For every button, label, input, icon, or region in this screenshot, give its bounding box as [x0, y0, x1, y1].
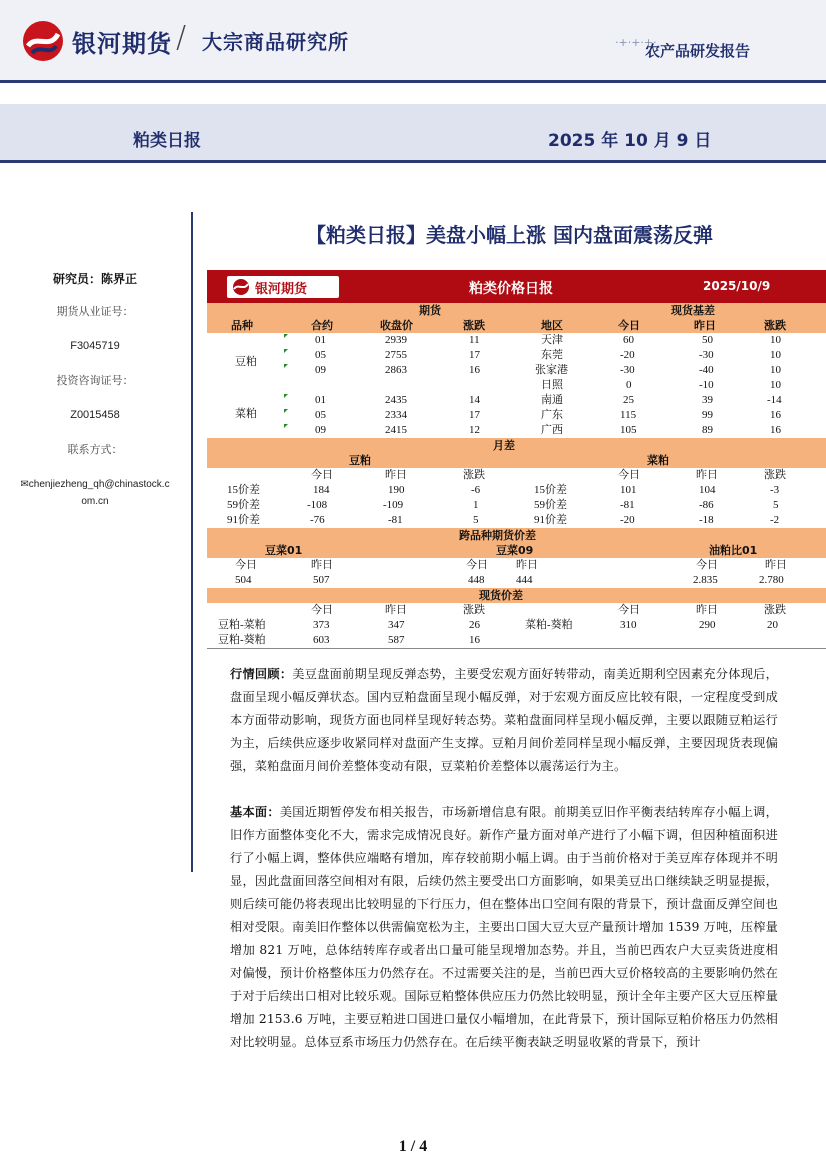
- cell-close: 2863: [385, 364, 407, 376]
- table-bottom-rule: [207, 648, 826, 649]
- cell-value: 444: [516, 574, 533, 586]
- cell-region: 广东: [541, 409, 563, 421]
- cell-label: 91价差: [227, 514, 260, 526]
- cross-col-row: [207, 558, 826, 573]
- cell-yesterday: 50: [702, 334, 713, 346]
- col-yesterday: 昨日: [385, 604, 407, 616]
- cell-label: 豆粕-菜粕: [218, 619, 266, 631]
- cell-change: 1: [473, 499, 479, 511]
- cell-yesterday: -81: [388, 514, 403, 526]
- cell-yesterday: 104: [699, 484, 716, 496]
- cell-today: 310: [620, 619, 637, 631]
- cell-today: -81: [620, 499, 635, 511]
- license-number: F3045719: [70, 340, 120, 352]
- table-row: [207, 498, 826, 513]
- report-name: 粕类日报: [133, 131, 201, 151]
- cell-today: -108: [307, 499, 328, 511]
- cell-value: 2.835: [693, 574, 718, 586]
- cell-today: -20: [620, 349, 635, 361]
- cell-contract: 05: [315, 409, 326, 421]
- cell-change: 17: [469, 349, 480, 361]
- col-today: 今日: [618, 319, 640, 332]
- col-change: 涨跌: [463, 604, 485, 616]
- cell-today: 603: [313, 634, 330, 646]
- section-spot-basis: 现货基差: [671, 304, 715, 317]
- cell-change: 12: [469, 424, 480, 436]
- table-row: [207, 393, 826, 408]
- section-cross: 跨品种期货价差: [459, 529, 536, 542]
- report-type: 农产品研发报告: [645, 42, 751, 60]
- brand-name: 银河期货: [72, 30, 172, 58]
- table-row: [207, 348, 826, 363]
- cell-yesterday: 190: [388, 484, 405, 496]
- cell-close: 2435: [385, 394, 407, 406]
- cell-change: 16: [469, 364, 480, 376]
- cell-yesterday: -30: [699, 349, 714, 361]
- cell-today: 373: [313, 619, 330, 631]
- cross-names-row: [207, 543, 826, 558]
- table-row: [207, 618, 826, 633]
- cell-change: 11: [469, 334, 480, 346]
- galaxy-logo-icon: [22, 20, 64, 62]
- email-line-1[interactable]: ✉chenjiezheng_qh@chinastock.c: [20, 479, 170, 490]
- section-spot-spread-row: [207, 588, 826, 603]
- license-label: 期货从业证号：: [56, 305, 134, 318]
- section-month-spread: 月差: [493, 439, 515, 452]
- col-change: 涨跌: [764, 604, 786, 616]
- consult-label: 投资咨询证号：: [56, 374, 134, 387]
- cell-close: 2334: [385, 409, 407, 421]
- cell-yesterday: -18: [699, 514, 714, 526]
- cell-change: 14: [469, 394, 480, 406]
- month-spread-col-row: [207, 468, 826, 483]
- table-row: [207, 408, 826, 423]
- para1-text: 美豆盘面前期呈现反弹态势，主要受宏观方面好转带动，南美近期利空因素充分体现后，盘面呈现小幅反弹状态。国内豆粕盘面呈现小幅反弹，对于宏观方面反应比较有限，一定程度受到成本方面带动影响，现货方面也同样呈现好转态势。菜粕盘面同样呈现小幅反弹，主要以跟随豆粕运行为主，后续供应逐步收紧同样对盘面产生支撑。豆粕月间价差同样呈现小幅反弹，主要因现货表现偏强，菜粕盘面月间价差整体变动有限，豆菜粕价差整体以震荡运行为主。: [230, 667, 778, 773]
- cell-yesterday: 347: [388, 619, 405, 631]
- cell-change: -6: [471, 484, 481, 496]
- table-row: [207, 363, 826, 378]
- col-yesterday: 昨日: [765, 559, 787, 571]
- sidebar-divider: [191, 212, 193, 872]
- cell-close: 2755: [385, 349, 407, 361]
- cell-label: 豆粕-葵粕: [218, 634, 266, 646]
- col-yesterday: 昨日: [696, 604, 718, 616]
- cell-yesterday: 290: [699, 619, 716, 631]
- meal-rape-label: 菜粕: [235, 407, 257, 420]
- cell-value: 448: [468, 574, 485, 586]
- table-title: 粕类价格日报: [469, 281, 553, 297]
- col-change: 涨跌: [463, 319, 485, 332]
- para2-text: 美国近期暂停发布相关报告，市场新增信息有限。前期美豆旧作平衡表结转库存小幅上调，旧作方面整体变化不大，需求完成情况良好。新作产量方面对单产进行了小幅下调，但因种植面积进行了小幅上调，整体供应端略有增加，库存较前期小幅上调。由于当前价格对于美豆库存体现并不明显，因此盘面回落空间相对有限，后续仍然主要受出口方面影响，如果美豆出口继续缺乏明显提振，则后续可能仍将表现出比较明显的下行压力，但在整体出口空间有限的背景下，预计盘面反弹空间也相对受限。南美旧作整体以供需偏宽松为主，主要出口国大豆大豆产量预计增加 1539 万吨，压榨量增加 821 万吨，总体结转库存或者出口量可能呈现增加态势。并且，当前巴西农户大豆卖货进度相对偏慢，预计价格整体压力仍然存在。不过需要关注的是，当前巴西大豆价格较高的主要影响仍然在于对于后续出口相对比较乐观。国际豆粕整体供应压力仍然比较明显，预计全年主要产区大豆压榨量增加 2153.6 万吨，主要豆粕进口国进口量仅小幅增加，在此背景下，预计国际豆粕价格压力仍然相对比较明显。总体豆系市场压力仍然存在。在后续平衡表缺乏明显收紧的背景下，预计: [230, 805, 778, 1049]
- month-spread-meal-row: [207, 453, 826, 468]
- cell-yesterday: -40: [699, 364, 714, 376]
- cell-region: 广西: [541, 424, 563, 436]
- cell-region: 张家港: [535, 364, 568, 376]
- meal-soy-label: 豆粕: [235, 355, 257, 368]
- cell-basis-change: 16: [770, 409, 781, 421]
- cell-contract: 09: [315, 364, 326, 376]
- header-separator: /: [176, 20, 187, 55]
- cell-yesterday: 587: [388, 634, 405, 646]
- ms-soy-label: 豆粕: [349, 454, 371, 467]
- cell-close: 2415: [385, 424, 407, 436]
- header-rule: [0, 80, 826, 83]
- col-today: 今日: [311, 469, 333, 481]
- cell-contract: 01: [315, 334, 326, 346]
- col-yesterday: 昨日: [696, 469, 718, 481]
- cell-change: 26: [469, 619, 480, 631]
- cell-basis-change: 10: [770, 349, 781, 361]
- cell-basis-change: 10: [770, 334, 781, 346]
- para2-lead: 基本面：: [230, 805, 280, 819]
- cell-change: 16: [469, 634, 480, 646]
- header-decoration: ·+·+·+·: [615, 36, 657, 49]
- cell-change: 5: [773, 499, 779, 511]
- cell-basis-change: 10: [770, 379, 781, 391]
- cell-today: 101: [620, 484, 637, 496]
- cell-contract: 09: [315, 424, 326, 436]
- col-close: 收盘价: [380, 319, 413, 332]
- table-row: [207, 573, 826, 588]
- cell-region: 南通: [541, 394, 563, 406]
- institute-name: 大宗商品研究所: [202, 30, 349, 54]
- contact-label: 联系方式：: [67, 443, 123, 456]
- col-basis-change: 涨跌: [764, 319, 786, 332]
- cell-value: 507: [313, 574, 330, 586]
- col-today: 今日: [311, 604, 333, 616]
- futures-body: [207, 333, 826, 438]
- col-yesterday: 昨日: [385, 469, 407, 481]
- table-logo: [227, 276, 339, 298]
- col-today: 今日: [466, 559, 488, 571]
- col-region: 地区: [541, 319, 563, 332]
- col-change: 涨跌: [764, 469, 786, 481]
- para1-lead: 行情回顾：: [230, 667, 293, 681]
- article-title: 【粕类日报】美盘小幅上涨 国内盘面震荡反弹: [306, 223, 713, 247]
- price-table: [207, 270, 826, 649]
- cell-region: 东莞: [541, 349, 563, 361]
- cell-basis-change: 16: [770, 424, 781, 436]
- cell-today: 0: [626, 379, 632, 391]
- col-today: 今日: [235, 559, 257, 571]
- cell-change: 5: [473, 514, 479, 526]
- cell-today: 25: [623, 394, 634, 406]
- cell-yesterday: 99: [702, 409, 713, 421]
- col-yesterday: 昨日: [516, 559, 538, 571]
- col-change: 涨跌: [463, 469, 485, 481]
- cell-today: -30: [620, 364, 635, 376]
- cell-label: 91价差: [534, 514, 567, 526]
- email-line-2[interactable]: om.cn: [81, 496, 109, 507]
- cell-region: 天津: [541, 334, 563, 346]
- report-date: 2025 年 10 月 9 日: [548, 131, 712, 151]
- section-futures: 期货: [419, 304, 441, 317]
- table-row: [207, 633, 826, 648]
- table-row: [207, 333, 826, 348]
- cell-close: 2939: [385, 334, 407, 346]
- col-today: 今日: [696, 559, 718, 571]
- cell-region: 日照: [541, 379, 563, 391]
- spot-spread-col-row: [207, 603, 826, 618]
- col-contract: 合约: [311, 319, 333, 332]
- cell-contract: 01: [315, 394, 326, 406]
- cell-label: 59价差: [534, 499, 567, 511]
- cell-today: -20: [620, 514, 635, 526]
- cell-label: 菜粕-葵粕: [525, 619, 573, 631]
- paragraph-fundamentals: [230, 801, 778, 1054]
- cell-yesterday: -86: [699, 499, 714, 511]
- cell-label: 59价差: [227, 499, 260, 511]
- subheader-rule: [0, 160, 826, 163]
- cell-today: 105: [620, 424, 637, 436]
- cell-yesterday: -109: [383, 499, 404, 511]
- cell-basis-change: 10: [770, 364, 781, 376]
- section-cross-row: [207, 528, 826, 543]
- cell-yesterday: 39: [702, 394, 713, 406]
- cross-name: 油粕比01: [709, 544, 758, 557]
- table-header: [207, 270, 826, 303]
- table-row: [207, 423, 826, 438]
- cross-name: 豆菜09: [496, 544, 534, 557]
- ms-rape-label: 菜粕: [647, 454, 669, 467]
- cell-yesterday: 89: [702, 424, 713, 436]
- section-spot-spread: 现货价差: [479, 589, 523, 602]
- cell-contract: 05: [315, 349, 326, 361]
- col-variety: 品种: [231, 319, 253, 332]
- section-month-spread-row: [207, 438, 826, 453]
- cell-yesterday: -10: [699, 379, 714, 391]
- section-futures-row: [207, 303, 826, 318]
- cell-value: 504: [235, 574, 252, 586]
- col-today: 今日: [618, 604, 640, 616]
- column-header-row: [207, 318, 826, 333]
- consult-number: Z0015458: [70, 409, 120, 421]
- cell-value: 2.780: [759, 574, 784, 586]
- cell-change: 17: [469, 409, 480, 421]
- cell-today: -76: [310, 514, 325, 526]
- sidebar: [0, 270, 190, 507]
- paragraph-market-review: [230, 663, 778, 778]
- page-number: 1 / 4: [398, 1138, 428, 1155]
- cell-label: 15价差: [534, 484, 567, 496]
- cross-name: 豆菜01: [265, 544, 303, 557]
- col-yesterday: 昨日: [694, 319, 716, 332]
- cell-basis-change: -14: [767, 394, 782, 406]
- cell-today: 60: [623, 334, 634, 346]
- table-logo-icon: [232, 278, 250, 296]
- cell-today: 184: [313, 484, 330, 496]
- table-logo-text: 银河期货: [255, 282, 308, 297]
- col-yesterday: 昨日: [311, 559, 333, 571]
- table-row: [207, 378, 826, 393]
- cell-change: -2: [770, 514, 780, 526]
- table-row: [207, 483, 826, 498]
- analyst-label: 研究员：陈界正: [52, 272, 137, 286]
- cell-change: -3: [770, 484, 780, 496]
- table-date: 2025/10/9: [703, 279, 771, 293]
- cell-change: 20: [767, 619, 778, 631]
- cell-today: 115: [620, 409, 637, 421]
- table-row: [207, 513, 826, 528]
- cell-label: 15价差: [227, 484, 260, 496]
- col-today: 今日: [618, 469, 640, 481]
